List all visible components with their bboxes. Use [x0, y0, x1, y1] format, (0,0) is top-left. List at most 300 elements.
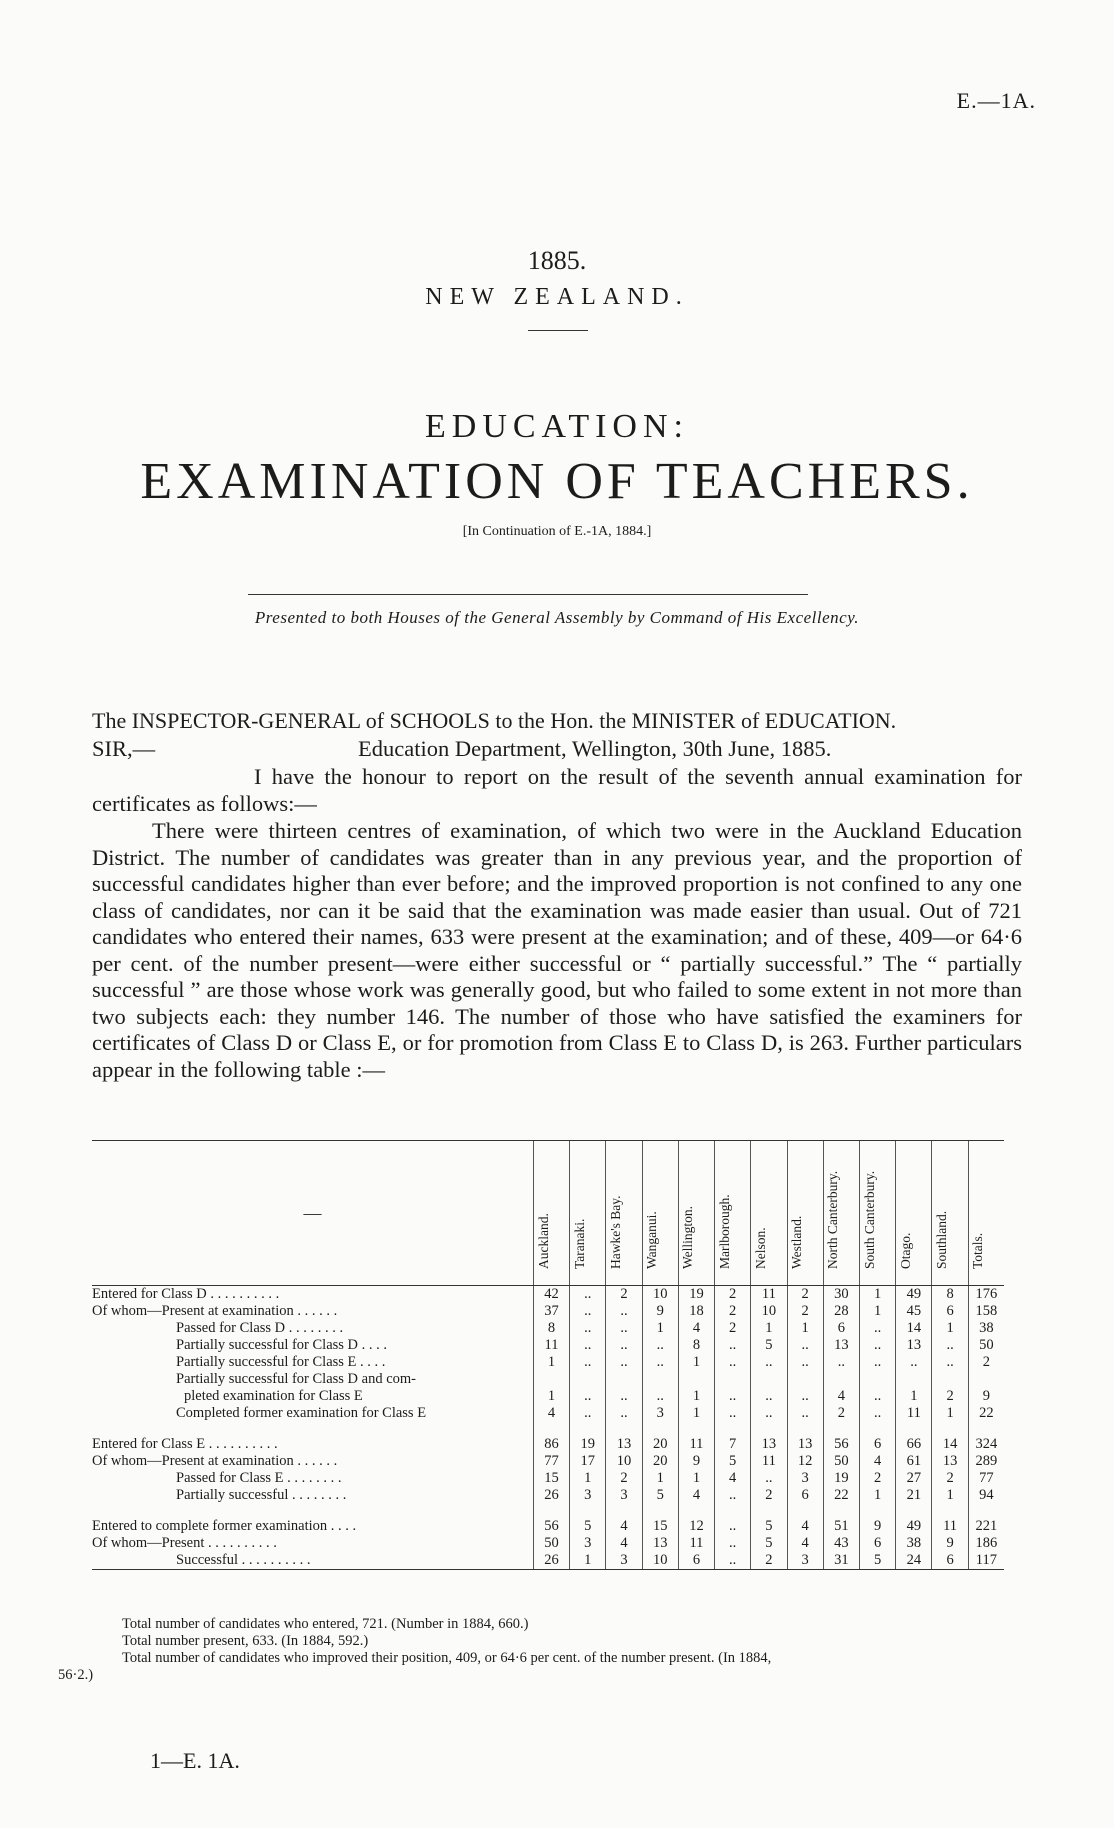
table-cell: 4 [860, 1453, 896, 1470]
col-header [968, 1141, 1004, 1286]
table-cell: 13 [787, 1436, 823, 1453]
divider-short [528, 330, 588, 331]
table-cell: 20 [642, 1436, 678, 1453]
table-cell: .. [606, 1388, 642, 1405]
footnotes [58, 1616, 1012, 1684]
table-cell: 289 [968, 1453, 1004, 1470]
table-cell: .. [896, 1354, 932, 1371]
col-header-label: Southland. [934, 1210, 950, 1269]
table-cell [642, 1371, 678, 1388]
doc-subtitle: [In Continuation of E.-1A, 1884.] [462, 524, 652, 539]
table-cell: 50 [533, 1535, 569, 1552]
row-label: Entered to complete former examination . . . . [92, 1518, 357, 1534]
table-cell: .. [570, 1286, 606, 1304]
table-cell: 4 [606, 1535, 642, 1552]
row-label: Of whom—Present . . . . . . . . . . [92, 1535, 277, 1551]
table-cell: .. [715, 1405, 751, 1422]
table-cell: .. [570, 1303, 606, 1320]
table-row [92, 1320, 1004, 1337]
col-header [606, 1141, 642, 1286]
table-cell: .. [751, 1405, 787, 1422]
col-header [860, 1141, 896, 1286]
table-cell: 3 [570, 1535, 606, 1552]
table-cell: 221 [968, 1518, 1004, 1535]
spacer-cell [92, 1504, 533, 1518]
table-cell: 9 [642, 1303, 678, 1320]
table-cell [751, 1371, 787, 1388]
table-cell: 186 [968, 1535, 1004, 1552]
table-cell: 13 [932, 1453, 968, 1470]
spacer-cell [896, 1504, 932, 1518]
page-code: E.—1A. [956, 88, 1036, 113]
table-cell: 9 [860, 1518, 896, 1535]
table-cell: .. [787, 1337, 823, 1354]
table-cell: 50 [968, 1337, 1004, 1354]
table-row [92, 1371, 1004, 1388]
table-cell: 3 [787, 1470, 823, 1487]
col-header-label: Hawke's Bay. [607, 1195, 623, 1269]
spacer-cell [968, 1422, 1004, 1436]
table-cell: 19 [678, 1286, 714, 1304]
table-cell: .. [751, 1354, 787, 1371]
table-cell: .. [787, 1405, 823, 1422]
row-label: Partially successful for Class D . . . . [176, 1337, 388, 1353]
table-cell: 2 [932, 1388, 968, 1405]
table-cell: 1 [678, 1388, 714, 1405]
table-cell: 12 [678, 1518, 714, 1535]
table-row [92, 1470, 1004, 1487]
year: 1885. [527, 246, 587, 275]
table-cell: 27 [896, 1470, 932, 1487]
table-cell: 11 [678, 1535, 714, 1552]
row-label: Passed for Class D . . . . . . . . [176, 1320, 344, 1336]
table-row [92, 1286, 1004, 1304]
col-header [570, 1141, 606, 1286]
table-cell: 6 [932, 1303, 968, 1320]
table-cell: .. [606, 1405, 642, 1422]
table-cell: 56 [823, 1436, 859, 1453]
table-cell: 3 [642, 1405, 678, 1422]
row-label: Entered for Class D . . . . . . . . . . [92, 1286, 280, 1302]
table-cell: .. [860, 1405, 896, 1422]
table-cell: 158 [968, 1303, 1004, 1320]
table-cell: 43 [823, 1535, 859, 1552]
table-cell: 6 [787, 1487, 823, 1504]
col-header [642, 1141, 678, 1286]
results-table [92, 1140, 1004, 1570]
table-cell: 9 [678, 1453, 714, 1470]
col-header [751, 1141, 787, 1286]
spacer-cell [606, 1504, 642, 1518]
table-cell: 7 [715, 1436, 751, 1453]
table-cell: 324 [968, 1436, 1004, 1453]
row-label: Entered for Class E . . . . . . . . . . [92, 1436, 278, 1452]
table-body [92, 1286, 1004, 1570]
table-cell: 2 [823, 1405, 859, 1422]
table-cell: .. [860, 1354, 896, 1371]
col-header [787, 1141, 823, 1286]
table-cell: 11 [533, 1337, 569, 1354]
col-header-label: North Canterbury. [825, 1170, 841, 1269]
table-row [92, 1552, 1004, 1570]
table-cell [715, 1371, 751, 1388]
table-cell: 10 [751, 1303, 787, 1320]
col-header [823, 1141, 859, 1286]
table-cell: 50 [823, 1453, 859, 1470]
table-cell: .. [823, 1354, 859, 1371]
spacer-cell [787, 1504, 823, 1518]
table-cell: 19 [823, 1470, 859, 1487]
table-cell: 13 [606, 1436, 642, 1453]
col-header-label: South Canterbury. [861, 1170, 877, 1269]
footer-code: 1—E. 1A. [150, 1748, 240, 1773]
spacer-cell [860, 1504, 896, 1518]
table-cell: 61 [896, 1453, 932, 1470]
table-cell: 42 [533, 1286, 569, 1304]
table-cell: 5 [642, 1487, 678, 1504]
spacer-cell [787, 1422, 823, 1436]
table-cell: 31 [823, 1552, 859, 1570]
spacer-cell [751, 1504, 787, 1518]
row-label: Partially successful . . . . . . . . [176, 1487, 347, 1503]
table-cell: 10 [642, 1286, 678, 1304]
table-cell [860, 1371, 896, 1388]
table-cell: 2 [751, 1552, 787, 1570]
table-cell: .. [751, 1388, 787, 1405]
salutation-line: The INSPECTOR-GENERAL of SCHOOLS to the Hon. the MINISTER of EDUCATION. [92, 708, 897, 733]
table-cell: 1 [642, 1320, 678, 1337]
table-cell: 37 [533, 1303, 569, 1320]
col-header-label: Taranaki. [571, 1218, 587, 1269]
table-cell: 15 [533, 1470, 569, 1487]
col-header [896, 1141, 932, 1286]
table-cell: 1 [678, 1470, 714, 1487]
table-cell: .. [787, 1388, 823, 1405]
table-cell: .. [715, 1354, 751, 1371]
col-header-label: Wanganui. [644, 1211, 660, 1269]
divider-long [248, 594, 808, 595]
table-cell: 94 [968, 1487, 1004, 1504]
table-cell: 5 [751, 1518, 787, 1535]
table-cell: 1 [932, 1320, 968, 1337]
table-cell: 10 [642, 1552, 678, 1570]
table-cell: 1 [751, 1320, 787, 1337]
table-cell: 117 [968, 1552, 1004, 1570]
table-cell: 4 [715, 1470, 751, 1487]
table-cell: .. [860, 1388, 896, 1405]
table-cell: 14 [932, 1436, 968, 1453]
table-cell: .. [606, 1320, 642, 1337]
table-cell: 1 [896, 1388, 932, 1405]
table-cell: 6 [860, 1535, 896, 1552]
table-cell: 2 [860, 1470, 896, 1487]
table-cell: 11 [751, 1286, 787, 1304]
table-cell: 4 [787, 1518, 823, 1535]
table-cell: 6 [678, 1552, 714, 1570]
table-cell: .. [751, 1470, 787, 1487]
table-cell: .. [642, 1354, 678, 1371]
col-header [678, 1141, 714, 1286]
table-cell: .. [606, 1354, 642, 1371]
table-cell: 30 [823, 1286, 859, 1304]
table-cell: 1 [787, 1320, 823, 1337]
row-label: Partially successful for Class D and com- [176, 1371, 417, 1387]
table-cell: 13 [823, 1337, 859, 1354]
table-cell: 3 [606, 1552, 642, 1570]
table-cell: 10 [606, 1453, 642, 1470]
table-cell: 1 [642, 1470, 678, 1487]
spacer-cell [642, 1422, 678, 1436]
table-cell [533, 1371, 569, 1388]
table-cell: .. [715, 1535, 751, 1552]
table-cell: 1 [932, 1487, 968, 1504]
table-cell: .. [570, 1320, 606, 1337]
table-cell: 1 [533, 1388, 569, 1405]
col-header-label: Totals. [970, 1232, 986, 1269]
table-cell: 8 [678, 1337, 714, 1354]
spacer-cell [860, 1422, 896, 1436]
doc-heading: EDUCATION: [425, 408, 689, 445]
table-cell: 2 [606, 1286, 642, 1304]
col-header-label: Auckland. [535, 1213, 551, 1269]
table-cell: 49 [896, 1286, 932, 1304]
doc-title: EXAMINATION OF TEACHERS. [140, 453, 974, 510]
table-cell: 77 [968, 1470, 1004, 1487]
table-cell: 1 [570, 1552, 606, 1570]
table-cell: 2 [932, 1470, 968, 1487]
table-row [92, 1405, 1004, 1422]
table-cell: 11 [751, 1453, 787, 1470]
col-header [715, 1141, 751, 1286]
row-label: pleted examination for Class E [184, 1388, 363, 1404]
spacer-cell [92, 1422, 533, 1436]
table-cell: 4 [787, 1535, 823, 1552]
table-cell: 49 [896, 1518, 932, 1535]
table-cell: 17 [570, 1453, 606, 1470]
spacer-cell [678, 1422, 714, 1436]
table-cell: 8 [932, 1286, 968, 1304]
row-label: Successful . . . . . . . . . . [92, 1552, 533, 1570]
table-cell: 56 [533, 1518, 569, 1535]
table-header-row [92, 1141, 1004, 1286]
table-cell: 1 [678, 1405, 714, 1422]
table-cell: 21 [896, 1487, 932, 1504]
table-cell: 12 [787, 1453, 823, 1470]
table-cell: 1 [860, 1286, 896, 1304]
table-cell [570, 1371, 606, 1388]
spacer-cell [533, 1422, 569, 1436]
table-cell: .. [860, 1320, 896, 1337]
table-cell: 4 [823, 1388, 859, 1405]
table-cell: 2 [751, 1487, 787, 1504]
table-cell: 5 [751, 1535, 787, 1552]
paragraph-intro: I have the honour to report on the result of the seventh annual examination for certificates as follows:— [92, 764, 1022, 816]
table-cell: 11 [896, 1405, 932, 1422]
table-cell: 22 [823, 1487, 859, 1504]
table-row [92, 1535, 1004, 1552]
table-row [92, 1436, 1004, 1453]
table-cell: 4 [533, 1405, 569, 1422]
col-header-label: Otago. [897, 1232, 913, 1269]
table-cell: .. [570, 1337, 606, 1354]
table-row [92, 1303, 1004, 1320]
table-row [92, 1337, 1004, 1354]
table-row [92, 1453, 1004, 1470]
table-cell: 18 [678, 1303, 714, 1320]
table-row [92, 1388, 1004, 1405]
table-cell: 9 [932, 1535, 968, 1552]
spacer-cell [570, 1422, 606, 1436]
results-table-wrap [92, 1140, 1004, 1570]
table-cell: .. [860, 1337, 896, 1354]
table-cell: 13 [896, 1337, 932, 1354]
table-row [92, 1518, 1004, 1535]
table-cell: 4 [606, 1518, 642, 1535]
table-cell: 51 [823, 1518, 859, 1535]
table-cell [823, 1371, 859, 1388]
spacer-cell [968, 1504, 1004, 1518]
table-cell: 2 [715, 1320, 751, 1337]
table-cell: 6 [860, 1436, 896, 1453]
country-name: NEW ZEALAND. [425, 284, 689, 310]
col-header-label: Nelson. [752, 1227, 768, 1269]
row-label: Completed former examination for Class E [176, 1405, 427, 1421]
table-cell: 2 [715, 1303, 751, 1320]
table-cell: 14 [896, 1320, 932, 1337]
spacer-cell [678, 1504, 714, 1518]
row-label: Passed for Class E . . . . . . . . [176, 1470, 342, 1486]
table-cell: 3 [606, 1487, 642, 1504]
table-cell: 6 [932, 1552, 968, 1570]
table-cell: .. [715, 1337, 751, 1354]
table-cell: 5 [715, 1453, 751, 1470]
table-cell: 3 [787, 1552, 823, 1570]
table-cell: 2 [968, 1354, 1004, 1371]
table-cell: 11 [678, 1436, 714, 1453]
table-cell: 20 [642, 1453, 678, 1470]
table-cell: 2 [787, 1286, 823, 1304]
spacer-cell [751, 1422, 787, 1436]
table-cell: .. [606, 1337, 642, 1354]
table-row [92, 1354, 1004, 1371]
table-cell: 1 [932, 1405, 968, 1422]
table-cell: 2 [787, 1303, 823, 1320]
row-label: Of whom—Present at examination . . . . . . [92, 1303, 338, 1319]
dateline: Education Department, Wellington, 30th June, 1885. [358, 736, 832, 761]
table-cell: .. [606, 1303, 642, 1320]
footnote: 56·2.) [58, 1667, 94, 1683]
spacer-cell [606, 1422, 642, 1436]
table-cell: 13 [642, 1535, 678, 1552]
spacer-cell [715, 1422, 751, 1436]
footnote: Total number present, 633. (In 1884, 592.) [122, 1633, 369, 1649]
table-cell: 9 [968, 1388, 1004, 1405]
table-cell: 2 [715, 1286, 751, 1304]
salutation-sir: SIR,— [92, 736, 156, 761]
table-cell: 66 [896, 1436, 932, 1453]
col-header [932, 1141, 968, 1286]
table-cell [606, 1371, 642, 1388]
row-label: Partially successful for Class E . . . . [176, 1354, 386, 1370]
table-cell: .. [932, 1354, 968, 1371]
table-cell: .. [570, 1354, 606, 1371]
table-cell: 11 [932, 1518, 968, 1535]
table-cell: 1 [860, 1487, 896, 1504]
table-cell: .. [932, 1337, 968, 1354]
spacer-cell [715, 1504, 751, 1518]
table-cell: .. [715, 1388, 751, 1405]
table-cell: 176 [968, 1286, 1004, 1304]
table-cell: 1 [678, 1354, 714, 1371]
table-cell: 5 [751, 1337, 787, 1354]
table-cell [787, 1371, 823, 1388]
table-cell [932, 1371, 968, 1388]
table-cell: 1 [860, 1303, 896, 1320]
table-cell: 1 [533, 1354, 569, 1371]
table-cell: .. [642, 1388, 678, 1405]
desc-header: — [92, 1141, 533, 1286]
table-cell [678, 1371, 714, 1388]
table-cell: 2 [606, 1470, 642, 1487]
spacer-cell [533, 1504, 569, 1518]
table-cell: 1 [570, 1470, 606, 1487]
table-cell: 5 [860, 1552, 896, 1570]
table-cell: .. [642, 1337, 678, 1354]
table-cell: 4 [678, 1487, 714, 1504]
table-row [92, 1487, 1004, 1504]
table-cell: 3 [570, 1487, 606, 1504]
presented-line: Presented to both Houses of the General Assembly by Command of His Excellency. [254, 608, 860, 627]
row-label: Of whom—Present at examination . . . . . . [92, 1453, 338, 1469]
spacer-cell [570, 1504, 606, 1518]
table-cell: .. [715, 1518, 751, 1535]
table-cell: .. [715, 1552, 751, 1570]
table-cell: 19 [570, 1436, 606, 1453]
table-cell: 26 [533, 1552, 569, 1570]
table-cell: 38 [968, 1320, 1004, 1337]
spacer-cell [823, 1504, 859, 1518]
table-cell: 28 [823, 1303, 859, 1320]
col-header [533, 1141, 569, 1286]
table-cell: .. [570, 1405, 606, 1422]
table-cell: 5 [570, 1518, 606, 1535]
table-cell: 26 [533, 1487, 569, 1504]
table-cell: 4 [678, 1320, 714, 1337]
table-cell: .. [715, 1487, 751, 1504]
spacer-cell [932, 1422, 968, 1436]
table-cell: 6 [823, 1320, 859, 1337]
table-cell: 8 [533, 1320, 569, 1337]
table-cell: 13 [751, 1436, 787, 1453]
table-cell: 24 [896, 1552, 932, 1570]
table-cell: 77 [533, 1453, 569, 1470]
table-cell [968, 1371, 1004, 1388]
table-cell [896, 1371, 932, 1388]
col-header-label: Westland. [789, 1215, 805, 1269]
table-cell: 22 [968, 1405, 1004, 1422]
table-cell: 15 [642, 1518, 678, 1535]
col-header-label: Wellington. [680, 1205, 696, 1269]
table-cell: 38 [896, 1535, 932, 1552]
spacer-cell [642, 1504, 678, 1518]
spacer-cell [896, 1422, 932, 1436]
footnote: Total number of candidates who entered, 721. (Number in 1884, 660.) [122, 1616, 529, 1632]
table-cell: .. [787, 1354, 823, 1371]
spacer-cell [932, 1504, 968, 1518]
paragraph-body: There were thirteen centres of examination, of which two were in the Auckland Education District. The number of candidates was greater than in any previous year, and the proportion of successful candidates higher than ever before; and the improved proportion is not confined to any one class of candidates, nor can it be said that the examination was made easier than usual. Out of 721 candidates who entered their names, 633 were present at the examination; and of these, 409—or 64·6 per cent. of the number present—were either successful or “ partially successful.” The “ partially successful ” are those whose work was generally good, but who failed to some extent in not more than two subjects each: they number 146. The number of those who have satisfied the examiners for certificates of Class D or Class E, or for promotion from Class E to Class D, is 263. Further particulars appear in the following table :— [92, 818, 1022, 1082]
table-cell: .. [570, 1388, 606, 1405]
col-header-label: Marlborough. [716, 1194, 732, 1269]
